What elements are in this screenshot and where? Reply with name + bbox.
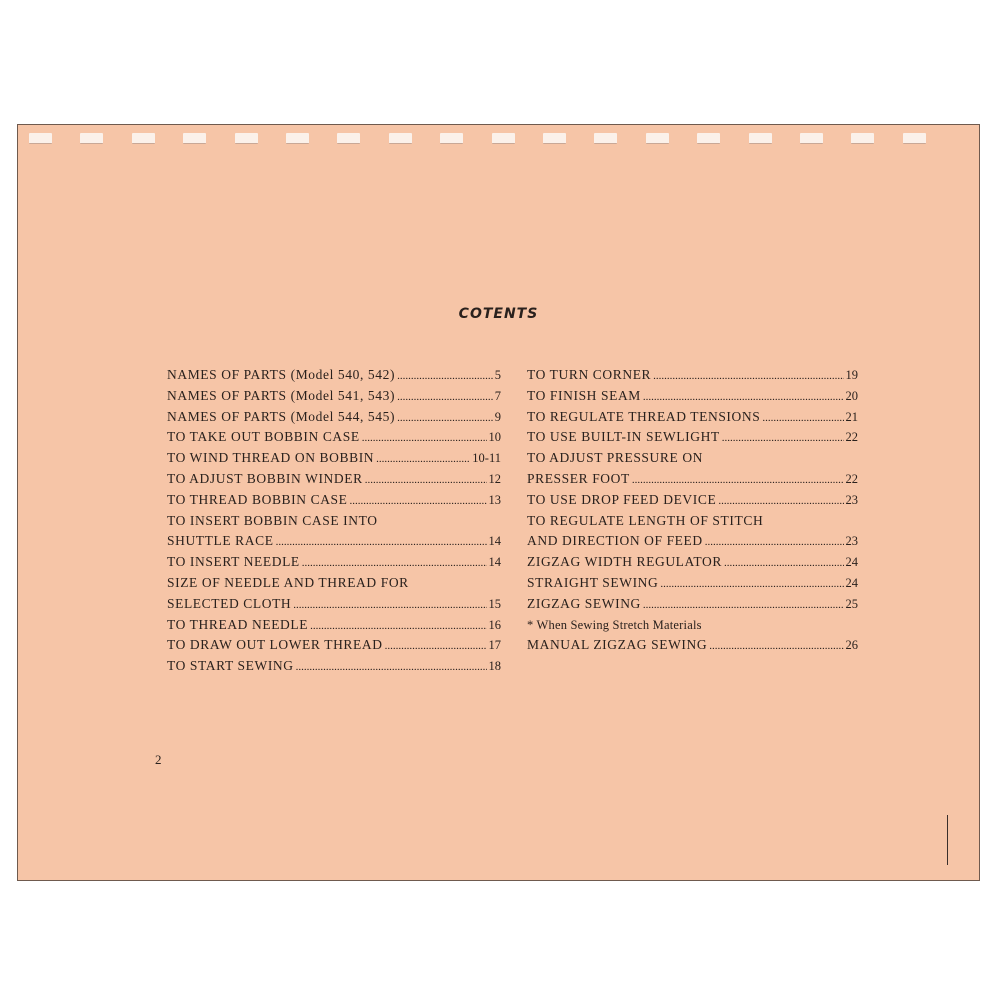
toc-entry-title: SELECTED CLOTH [167,595,292,611]
dot-leader [643,387,844,408]
toc-entry-page: 23 [845,492,858,507]
toc-left-column [167,365,501,677]
dot-leader [385,636,487,657]
toc-entry-title: TO DRAW OUT LOWER THREAD [167,637,383,653]
toc-entry-page: 26 [845,638,858,653]
toc-entry-page: 7 [494,388,501,403]
toc-entry [167,448,501,469]
binding-hole [697,133,720,144]
toc-entry-title: ZIGZAG WIDTH REGULATOR [527,554,722,570]
toc-entry [167,386,501,407]
toc-entry-page: 23 [845,534,858,549]
dot-leader [350,491,487,512]
toc-entry [527,615,858,636]
toc-entry-page: 15 [488,596,501,611]
toc-entry [167,490,501,511]
toc-entry-page: 22 [845,471,858,486]
toc-entry-page: 14 [488,555,501,570]
dot-leader [643,595,844,616]
toc-entry-title: ZIGZAG SEWING [527,595,641,611]
dot-leader [365,470,487,491]
toc-entry-page: 21 [845,409,858,424]
dot-leader [310,616,486,637]
toc-entry [527,427,858,448]
dot-leader [724,553,844,574]
toc-entry-page: 22 [845,430,858,445]
toc-entry-page: 12 [488,471,501,486]
toc-entry [167,552,501,573]
binding-hole [337,133,360,144]
toc-entry-title: TO WIND THREAD ON BOBBIN [167,450,375,466]
toc-entry-first-line: TO ADJUST PRESSURE ON [527,450,704,466]
toc-entry [167,407,501,428]
margin-mark [947,815,948,865]
dot-leader [397,366,493,387]
toc-entry [167,615,501,636]
toc-entry-title: PRESSER FOOT [527,470,630,486]
binding-hole [235,133,258,144]
binding-holes [29,133,974,145]
toc-entry-title: TO THREAD BOBBIN CASE [167,491,348,507]
dot-leader [397,408,493,429]
toc-entry-first-line: SIZE OF NEEDLE AND THREAD FOR [167,574,409,590]
toc-entry-page: 20 [845,388,858,403]
toc-entry [167,427,501,448]
toc-entry-page: 18 [488,659,501,674]
toc-entry-title: NAMES OF PARTS (Model 540, 542) [167,367,396,382]
dot-leader [302,553,487,574]
page-number: 2 [155,752,162,767]
toc-note: * When Sewing Stretch Materials [527,617,702,632]
toc-entry-page: 14 [488,534,501,549]
toc-entry [167,573,501,615]
toc-entry-title: TO TAKE OUT BOBBIN CASE [167,429,360,445]
dot-leader [376,449,470,470]
toc-right-column [527,365,858,656]
toc-entry-page: 10 [488,430,501,445]
toc-entry-title: TO REGULATE THREAD TENSIONS [527,408,761,424]
toc-entry [527,594,858,615]
toc-entry-page: 24 [845,575,858,590]
toc-entry [527,490,858,511]
toc-entry [527,386,858,407]
toc-entry-title: TO ADJUST BOBBIN WINDER [167,470,363,486]
toc-entry-page: 24 [845,555,858,570]
binding-hole [29,133,52,144]
dot-leader [296,657,487,678]
toc-entry-page: 10-11 [472,451,501,466]
binding-hole [800,133,823,144]
binding-hole [903,133,926,144]
toc-entry-page: 16 [488,617,501,632]
dot-leader [705,532,844,553]
dot-leader [718,491,843,512]
binding-hole [851,133,874,144]
toc-entry [167,635,501,656]
binding-hole [594,133,617,144]
toc-entry-title: NAMES OF PARTS (Model 544, 545) [167,408,396,424]
toc-entry-page: 17 [488,638,501,653]
toc-entry [167,365,501,386]
toc-entry [167,511,501,553]
dot-leader [762,408,843,429]
binding-hole [440,133,463,144]
toc-entry-title: MANUAL ZIGZAG SEWING [527,637,708,653]
toc-entry-title: TO USE BUILT-IN SEWLIGHT [527,429,720,445]
toc-entry-page: 5 [494,368,501,382]
binding-hole [749,133,772,144]
toc-entry-first-line: TO REGULATE LENGTH OF STITCH [527,512,764,528]
binding-hole [286,133,309,144]
dot-leader [362,428,487,449]
toc-entry [167,469,501,490]
binding-hole [543,133,566,144]
toc-entry [527,511,858,553]
toc-entry-title: NAMES OF PARTS (Model 541, 543) [167,387,396,403]
toc-entry-title: AND DIRECTION OF FEED [527,533,703,549]
toc-entry-title: TO TURN CORNER [527,367,652,382]
toc-entry-first-line: TO INSERT BOBBIN CASE INTO [167,512,378,528]
manual-page [17,124,980,881]
toc-entry-title: TO USE DROP FEED DEVICE [527,491,717,507]
toc-entry-page: 25 [845,596,858,611]
dot-leader [397,387,493,408]
dot-leader [293,595,486,616]
binding-hole [646,133,669,144]
dot-leader [722,428,844,449]
toc-entry-title: TO START SEWING [167,658,294,674]
dot-leader [276,532,487,553]
binding-hole [183,133,206,144]
page-title: COTENTS [458,306,539,322]
toc-entry-page: 9 [494,409,501,424]
dot-leader [660,574,843,595]
dot-leader [653,366,843,387]
toc-entry-page: 13 [488,492,501,507]
binding-hole [389,133,412,144]
toc-entry-title: SHUTTLE RACE [167,533,274,549]
dot-leader [632,470,844,491]
toc-entry [167,656,501,677]
toc-entry-title: TO FINISH SEAM [527,387,641,403]
toc-entry-title: TO THREAD NEEDLE [167,616,309,632]
toc-entry [527,552,858,573]
toc-entry [527,407,858,428]
toc-entry [527,448,858,490]
toc-entry [527,573,858,594]
binding-hole [80,133,103,144]
binding-hole [132,133,155,144]
toc-entry [527,635,858,656]
toc-entry-title: TO INSERT NEEDLE [167,554,300,570]
dot-leader [709,636,843,657]
binding-hole [492,133,515,144]
toc-entry-page: 19 [845,368,858,382]
toc-entry [527,365,858,386]
toc-entry-title: STRAIGHT SEWING [527,574,659,590]
